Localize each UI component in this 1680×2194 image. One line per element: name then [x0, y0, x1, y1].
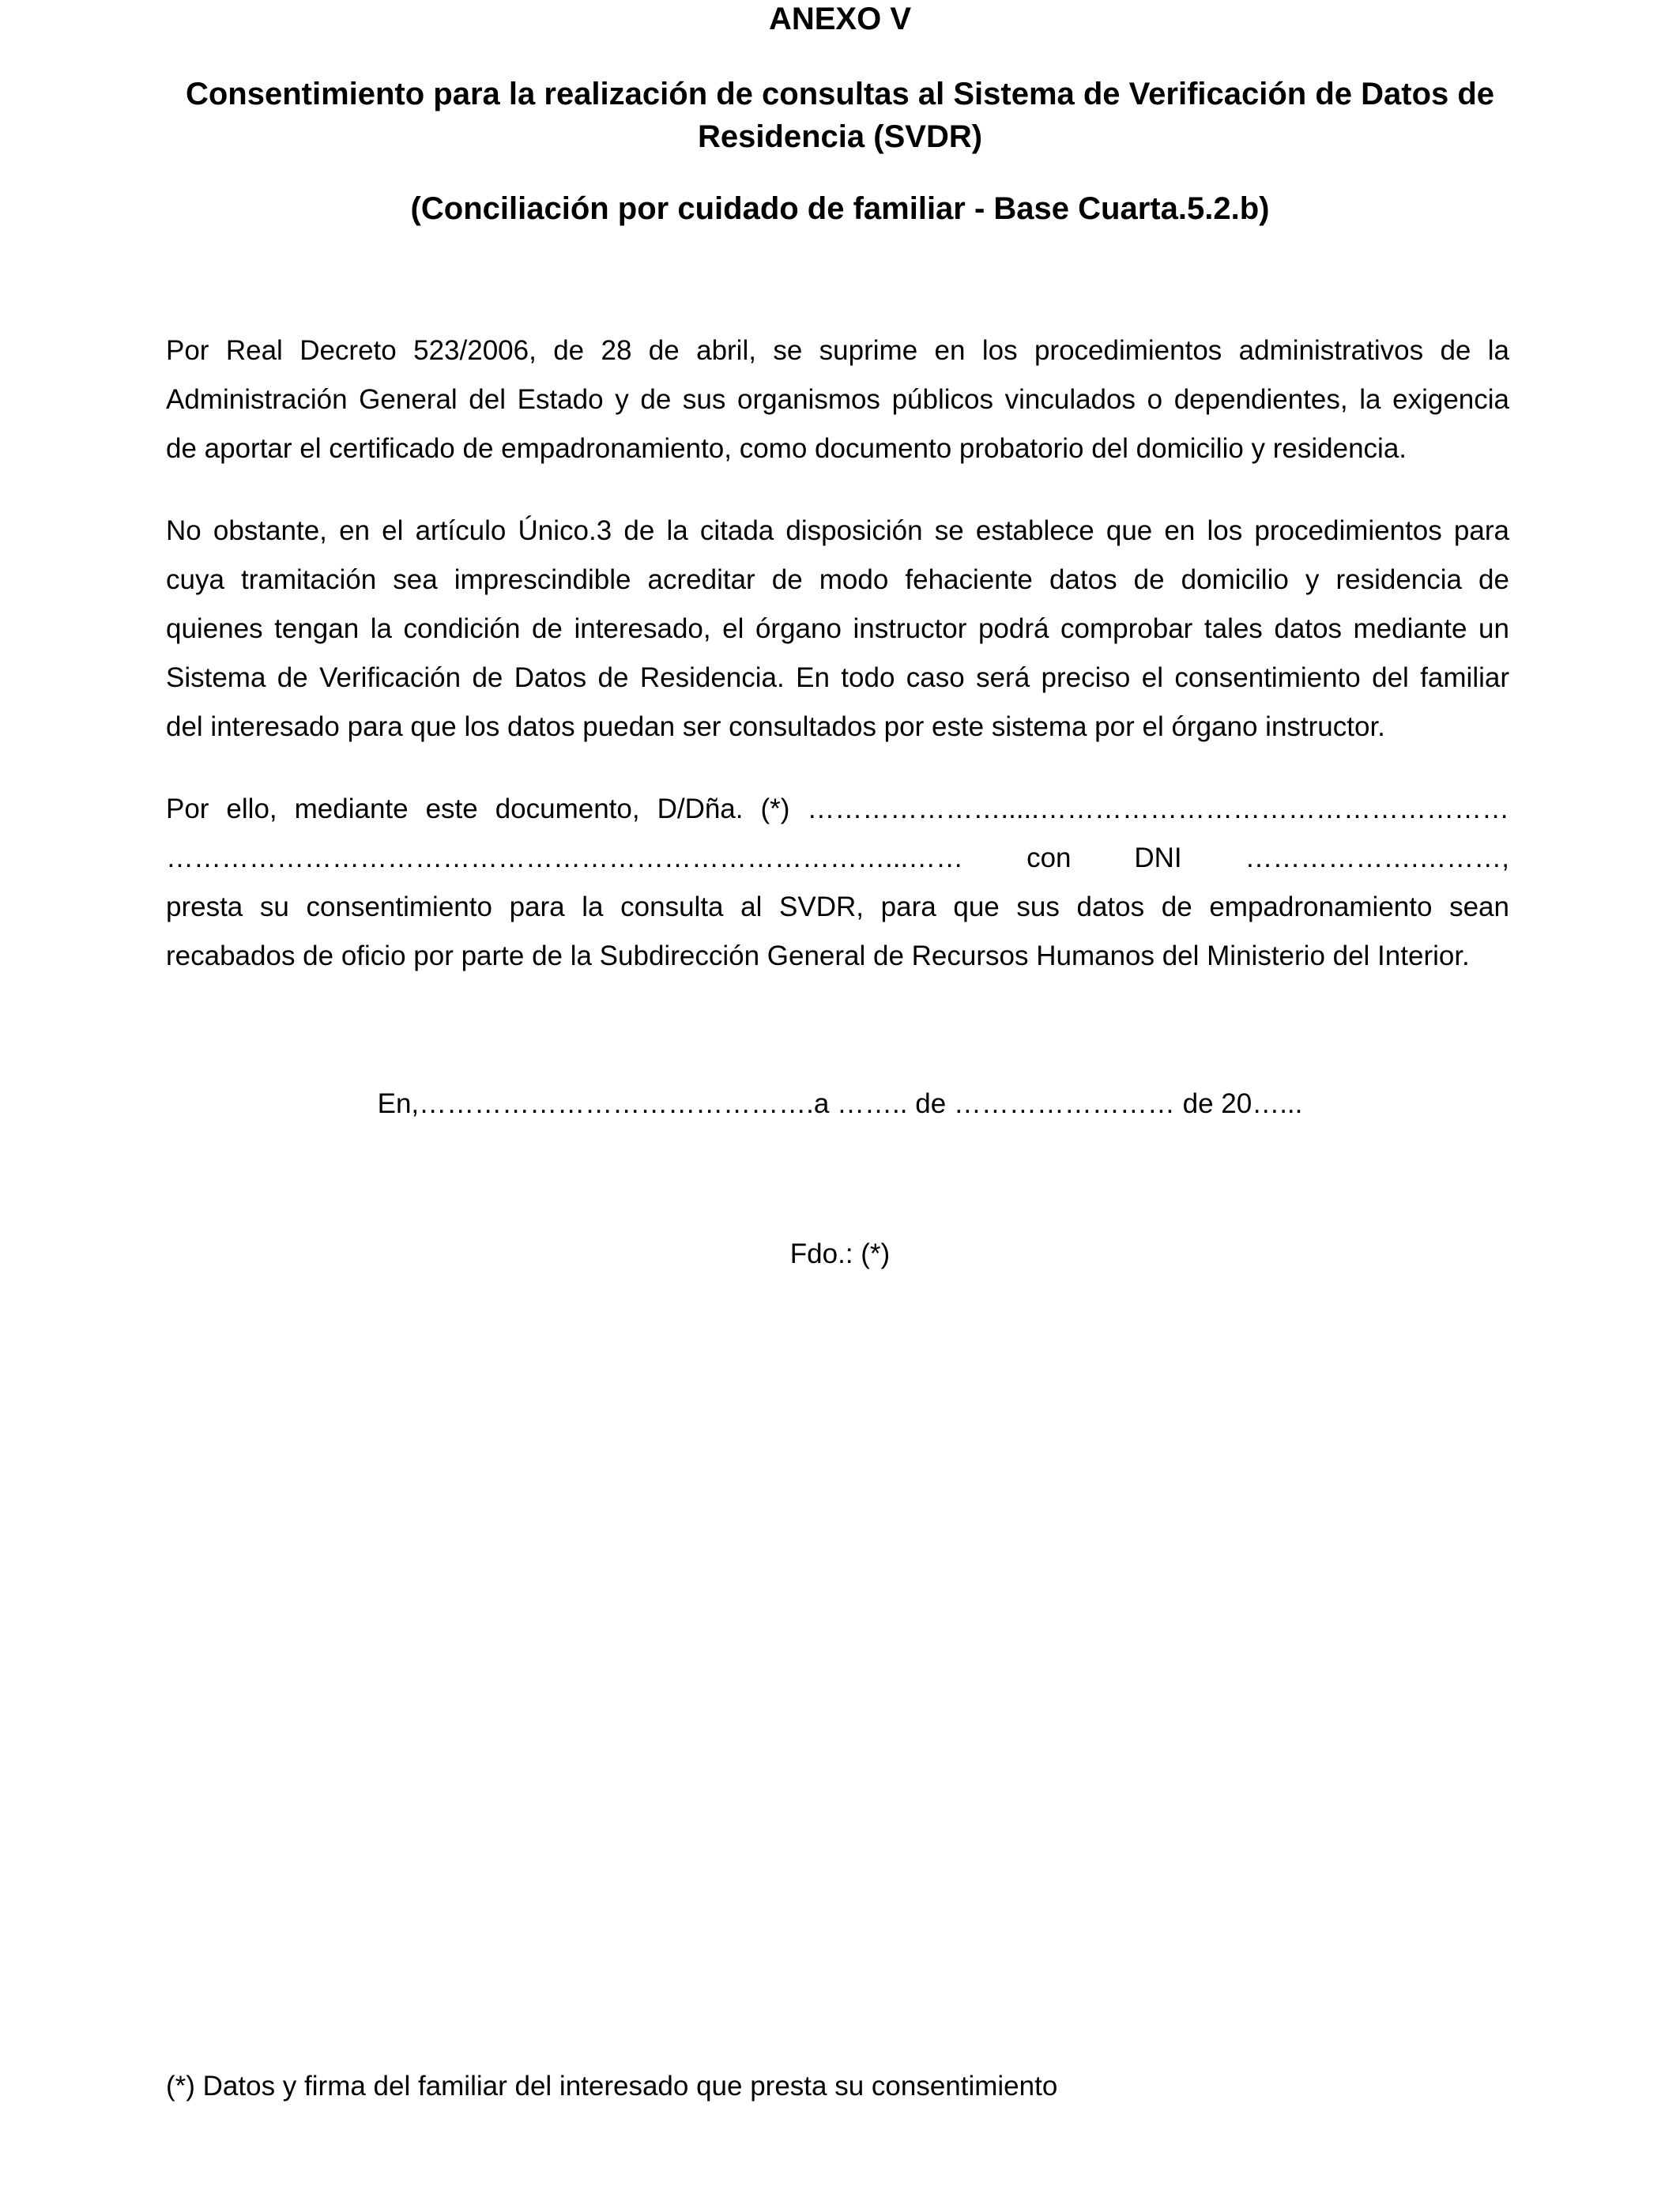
footnote: (*) Datos y firma del familiar del interesado que presta su consentimiento	[166, 2071, 1058, 2102]
paragraph-consent-declaration	[166, 785, 1509, 981]
consent-dni-line: ……………………………………………………………………...…… con DNI ……………….………,	[166, 843, 1509, 873]
paragraph-line: recabados de oficio por parte de la Subdirección General de Recursos Humanos del Ministerio del Interior.	[166, 941, 1470, 971]
paragraph-line: cuya tramitación sea imprescindible acreditar de modo fehaciente datos de domicilio y residencia de	[166, 564, 1509, 595]
document-subtitle: (Conciliación por cuidado de familiar - Base Cuarta.5.2.b)	[410, 191, 1270, 226]
paragraph-line: del interesado para que los datos puedan ser consultados por este sistema por el órgano instructor.	[166, 711, 1385, 742]
paragraph-line: quienes tengan la condición de interesado, el órgano instructor podrá comprobar tales datos mediante un	[166, 613, 1509, 644]
paragraph-line: Sistema de Verificación de Datos de Residencia. En todo caso será preciso el consentimiento del familiar	[166, 662, 1509, 693]
document-title: Consentimiento para la realización de consultas al Sistema de Verificación de Datos de Residencia (SVDR)	[185, 77, 1495, 154]
consent-name-line: Por ello, mediante este documento, D/Dña. (*) ………………….....……………………………………………	[166, 794, 1509, 824]
paragraph-line: Por Real Decreto 523/2006, de 28 de abril, se suprime en los procedimientos administrativos de la	[166, 335, 1509, 366]
place-date-line: En,…………………………………….a …….. de …………………… de 20…...	[377, 1088, 1303, 1119]
signature-line: Fdo.: (*)	[789, 1238, 891, 1269]
annex-heading: ANEXO V	[768, 2, 912, 36]
paragraph-line: No obstante, en el artículo Único.3 de la citada disposición se establece que en los procedimientos para	[166, 515, 1509, 546]
paragraph-svdr-explanation	[166, 507, 1509, 752]
paragraph-line: de aportar el certificado de empadronamiento, como documento probatorio del domicilio y residencia.	[166, 433, 1407, 464]
paragraph-line: presta su consentimiento para la consulta al SVDR, para que sus datos de empadronamiento sean	[166, 892, 1509, 922]
paragraph-line: Administración General del Estado y de sus organismos públicos vinculados o dependientes, la exigencia	[166, 384, 1509, 415]
paragraph-legal-basis	[166, 326, 1509, 473]
